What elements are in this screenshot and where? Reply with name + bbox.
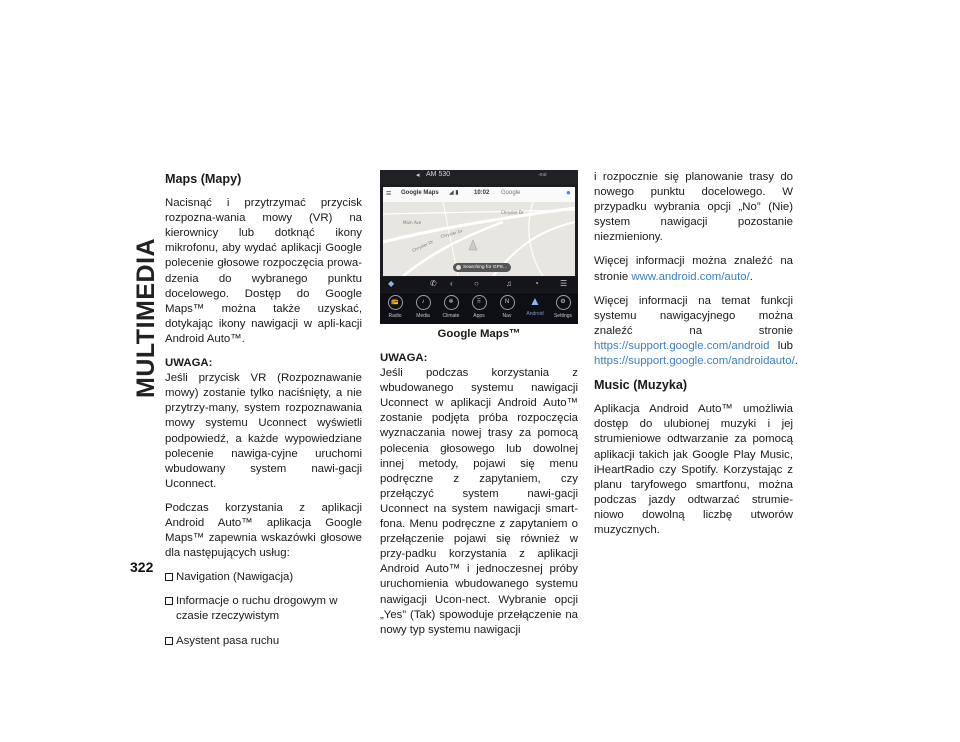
list-item	[165, 570, 362, 585]
apps-icon: ⠿	[472, 295, 487, 310]
nav-info-text: Więcej informacji na temat funkcji systemu nawigacyjnego można znaleźć na stronie	[594, 294, 793, 337]
microphone-icon: ●	[566, 188, 571, 197]
signal-icon: ◢ ▮	[449, 190, 459, 196]
maps-control-bar	[380, 277, 578, 292]
note-block-2	[380, 351, 578, 638]
back-icon: ‹	[450, 279, 453, 288]
music-heading: Music (Muzyka)	[594, 378, 688, 393]
nav-label: Climate	[442, 313, 460, 319]
street-label-3: Chrysler Dr	[439, 228, 464, 239]
more-info-paragraph: Więcej informacji można znaleźć na stronie www.android.com/auto/.	[594, 255, 793, 283]
status-bar	[380, 170, 578, 184]
nav-nav	[494, 295, 520, 319]
clock: 10:02	[474, 190, 490, 196]
services-intro: Podczas korzystania z aplikacji Android Auto™ aplikacja Google Maps™ zapewnia wskazówki głosowe dla następujących usług:	[165, 501, 362, 560]
note-label: UWAGA:	[380, 352, 428, 364]
list-item-text: Asystent pasa ruchu	[176, 634, 280, 647]
assistant-icon: ☰	[560, 279, 568, 288]
list-item	[165, 594, 362, 624]
nav-label: Settings	[553, 313, 573, 319]
nav-radio	[382, 295, 408, 319]
google-androidauto-support-link[interactable]: https://support.google.com/androidauto/	[594, 355, 795, 368]
list-item	[165, 634, 362, 649]
nav-android	[522, 295, 548, 317]
gps-toast	[453, 263, 511, 272]
media-icon: ♪	[416, 295, 431, 310]
compass-icon: N	[500, 295, 515, 310]
column-2	[380, 351, 578, 647]
google-maps-screen-image	[380, 170, 578, 324]
checkbox-bullet-icon	[165, 597, 173, 605]
checkbox-bullet-icon	[165, 573, 173, 581]
street-label-4: Main Ave	[403, 220, 422, 225]
directions-icon: ◆	[388, 279, 395, 288]
map-view	[383, 202, 575, 276]
maps-paragraph: Nacisnąć i przytrzymać przycisk rozpozna-wania mowy (VR) na kierownicy lub dotknąć ikony mikrofonu, aby wydać aplikacji Google polecenie głosowe rozpoczęcia prowa-dzenia do wybranego punktu docelowego. Dostęp do Google Maps™ można także uzyskać, dotykając ikony nawigacji w apli-kacji Android Auto™.	[165, 197, 362, 345]
android-auto-icon: ▲	[529, 294, 541, 308]
notification-icon: ◔	[534, 279, 539, 288]
list-item-text: Informacje o ruchu drogowym w czasie rzeczywistym	[176, 595, 338, 623]
nav-label: Radio	[388, 313, 402, 319]
google-android-support-link[interactable]: https://support.google.com/android	[594, 339, 770, 352]
street-label-2: Chrysler Dr	[411, 238, 434, 253]
headphones-icon: ♫	[506, 279, 512, 288]
more-info-text: Więcej informacji można znaleźć na stronie	[594, 255, 793, 283]
section-side-title	[130, 168, 162, 398]
search-hint: Google	[501, 190, 521, 196]
column-3	[594, 170, 798, 547]
page-number: 322	[130, 559, 154, 575]
menu-icon: ≡	[386, 188, 392, 198]
services-list	[165, 570, 362, 648]
nav-settings	[550, 295, 576, 319]
radio-nav-icon: 📻	[388, 295, 403, 310]
nav-apps	[466, 295, 492, 319]
settings-icon: ⚙	[556, 295, 571, 310]
street-label-1: Chrysler Dr	[501, 210, 524, 215]
android-auto-link[interactable]: www.android.com/auto/	[631, 270, 750, 283]
gps-toast-text: Searching for GPS...	[463, 265, 507, 270]
music-paragraph: Aplikacja Android Auto™ umożliwia dostęp do ulubionej muzyki i jej strumieniowe odtwarzanie za pomocą aplikacji takich jak Google Play Music, iHeartRadio czy Spotify. Korzystając z planu taryfowego smartfonu, można podczas jazdy odtwarzać strumie-niowo dowolną liczbę utworów muzycznych.	[594, 403, 793, 536]
column-1	[165, 170, 362, 658]
status-right: -out	[538, 172, 547, 178]
maps-app-bar	[383, 187, 575, 202]
nav-info-paragraph: Więcej informacji na temat funkcji systemu nawigacyjnego można znaleźć na stronie https://support.google.com/android lub https://support.google.com/androidauto/.	[594, 294, 798, 368]
climate-icon: ❄	[444, 295, 459, 310]
nav-label: Nav	[502, 313, 512, 319]
app-title: Google Maps	[401, 190, 439, 196]
nav-label: Media	[416, 313, 430, 319]
figure-caption: Google Maps™	[437, 328, 521, 340]
home-icon: ○	[474, 279, 479, 288]
continued-paragraph: i rozpocznie się planowanie trasy do nowego punktu docelowego. W przypadku wybrania opcji „No” (Nie) system nawigacji pozostanie niezmieniony.	[594, 171, 793, 244]
radio-station: AM 530	[426, 171, 451, 178]
maps-heading: Maps (Mapy)	[165, 172, 242, 186]
radio-icon: ◂	[416, 172, 420, 179]
note-text: Jeśli przycisk VR (Rozpoznawanie mowy) zostanie tylko naciśnięty, a nie przytrzy-many, system rozpoznawania mowy systemu Uconnect wyświetli podpowiedź, a każde wypowiedziane polecenie nawiga-cyjne uruchomi wbudowany system nawi-gacji Uconnect.	[165, 372, 362, 490]
nav-label: Apps	[473, 313, 485, 319]
note-block-1	[165, 356, 362, 492]
nav-climate	[438, 295, 464, 319]
section-title-text: MULTIMEDIA	[132, 237, 160, 398]
nav-media	[410, 295, 436, 319]
nav-label: Android	[526, 311, 544, 317]
phone-icon: ✆	[430, 279, 437, 288]
note-text: Jeśli podczas korzystania z wbudowanego systemu nawigacji Uconnect w aplikacji Android Auto™ zostanie podjęta próba rozpoczęcia wyznaczania nowej trasy za pomocą polecenia głosowego lub dowolnej innej metody, pojawi się menu podręczne z zapytaniem, czy przełączyć system nawi-gacji Uconnect na system nawigacji smart-fona. Menu podręczne z zapytaniem o przełączenie pojawi się również w przy-padku korzystania z aplikacji Android Auto™ i jednoczesnej próby uruchomienia wbudowanego systemu nawigacji Ucon-nect. Wybranie opcji „Yes” (Tak) spowoduje przełączenie na nowy typ systemu nawigacji	[380, 367, 578, 636]
gps-icon	[456, 265, 461, 270]
or-text: lub	[777, 339, 793, 352]
uconnect-nav-bar	[380, 293, 578, 324]
note-label: UWAGA:	[165, 357, 213, 370]
list-item-text: Navigation (Nawigacja)	[176, 571, 294, 584]
checkbox-bullet-icon	[165, 637, 173, 645]
